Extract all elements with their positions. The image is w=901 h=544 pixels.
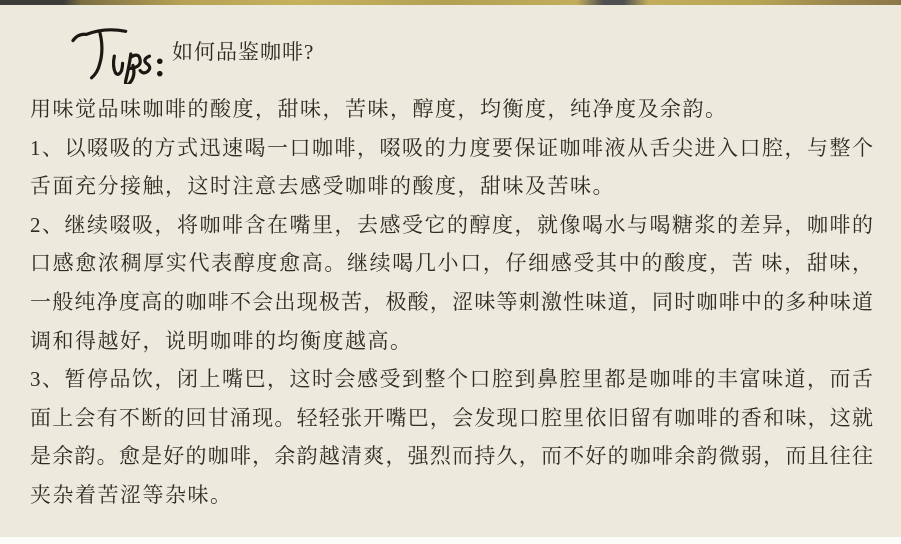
body-line: 面上会有不断的回甘涌现。轻轻张开嘴巴，会发现口腔里依旧留有咖啡的香和味，这就	[30, 405, 873, 430]
body-line: 调和得越好，说明咖啡的均衡度越高。	[30, 328, 413, 353]
body-line: 3、暂停品饮，闭上嘴巴，这时会感受到整个口腔到鼻腔里都是咖啡的丰富味道，而舌	[30, 367, 873, 392]
body-text	[30, 90, 873, 515]
body-line: 口感愈浓稠厚实代表醇度愈高。继续喝几小口，仔细感受其中的酸度，苦 味，甜味，	[30, 251, 873, 276]
body-line: 1、以啜吸的方式迅速喝一口咖啡，啜吸的力度要保证咖啡液从舌尖进入口腔，与整个	[30, 135, 873, 160]
body-line: 舌面充分接触，这时注意去感受咖啡的酸度，甜味及苦味。	[30, 174, 615, 199]
body-line: 2、继续啜吸，将咖啡含在嘴里，去感受它的醇度，就像喝水与喝糖浆的差异，咖啡的	[30, 212, 873, 237]
tips-handwriting-icon	[70, 22, 170, 84]
body-line: 夹杂着苦涩等杂味。	[30, 482, 233, 507]
body-line: 是余韵。愈是好的咖啡，余韵越清爽，强烈而持久，而不好的咖啡余韵微弱，而且往往	[30, 444, 873, 469]
top-edge-strip	[0, 0, 901, 5]
bottom-edge-strip	[0, 537, 901, 544]
body-line: 用味觉品味咖啡的酸度，甜味，苦味，醇度，均衡度，纯净度及余韵。	[30, 97, 728, 121]
page-title: 如何品鉴咖啡?	[172, 40, 315, 64]
body-line: 一般纯净度高的咖啡不会出现极苦，极酸，涩味等刺激性味道，同时咖啡中的多种味道	[30, 289, 873, 314]
